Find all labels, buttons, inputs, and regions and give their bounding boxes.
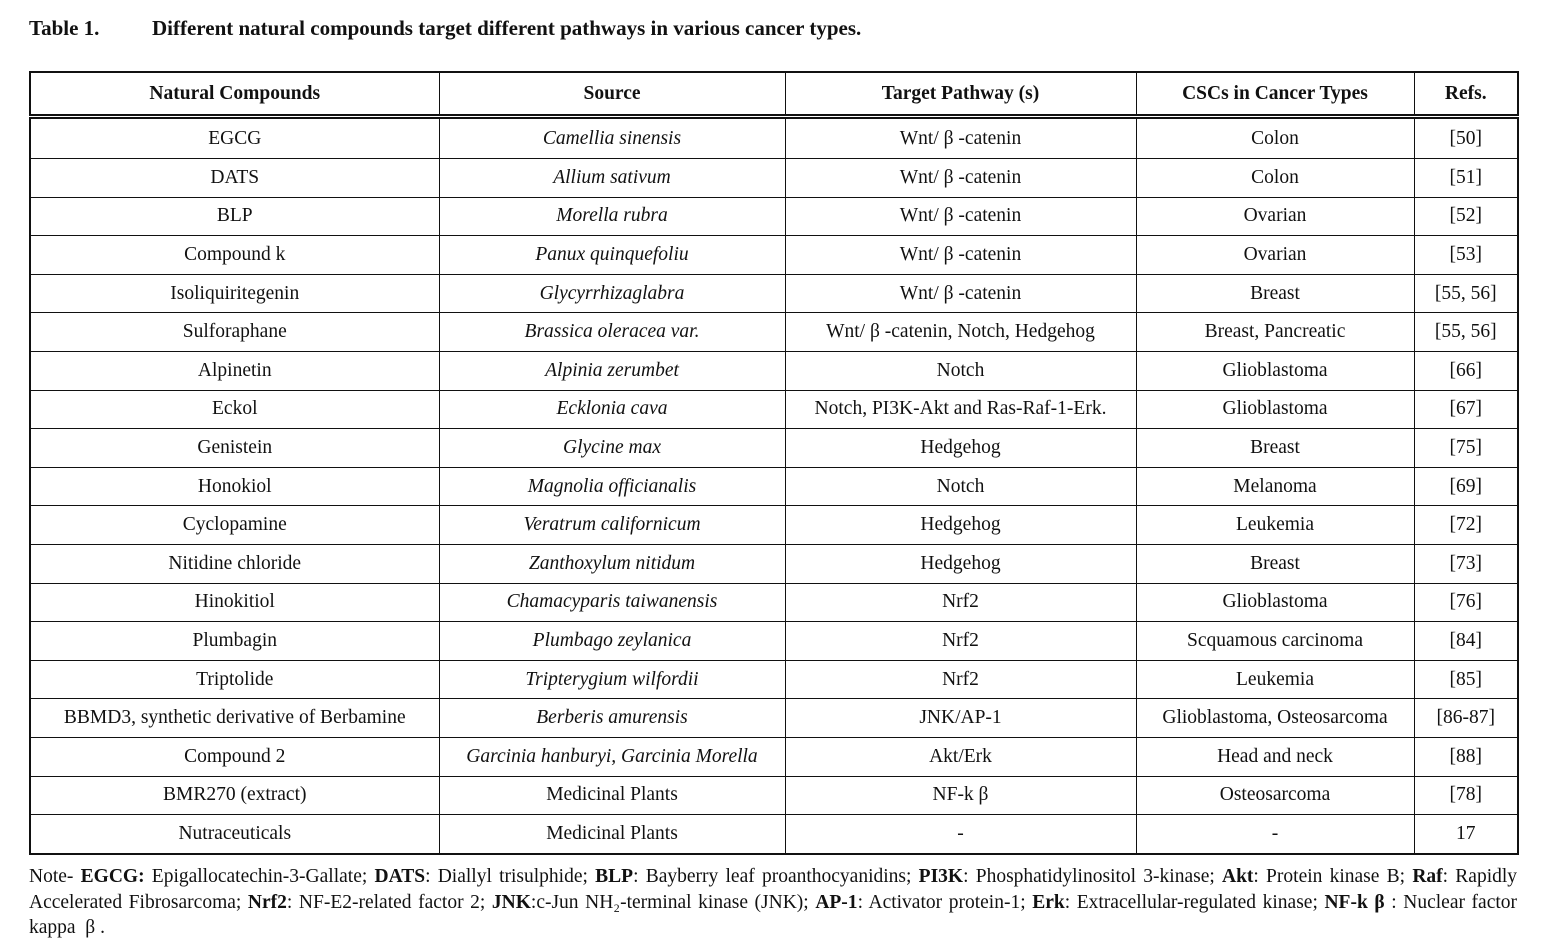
note-abbreviation: PI3K	[918, 866, 964, 887]
cell-source: Berberis amurensis	[439, 699, 785, 738]
cell-compound: BMR270 (extract)	[30, 776, 439, 815]
cell-source: Medicinal Plants	[439, 815, 785, 854]
cell-source: Zanthoxylum nitidum	[439, 544, 785, 583]
table-row	[30, 622, 1518, 661]
cell-compound: Compound k	[30, 236, 439, 275]
note-definition: : Protein kinase B;	[1253, 866, 1413, 887]
cell-pathway: JNK/AP-1	[785, 699, 1136, 738]
cell-source: Morella rubra	[439, 197, 785, 236]
cell-pathway: Akt/Erk	[785, 737, 1136, 776]
cell-compound: BBMD3, synthetic derivative of Berbamine	[30, 699, 439, 738]
cell-refs: [75]	[1414, 429, 1518, 468]
cell-source: Tripterygium wilfordii	[439, 660, 785, 699]
cell-compound: DATS	[30, 159, 439, 198]
table-row	[30, 313, 1518, 352]
cell-compound: BLP	[30, 197, 439, 236]
note-abbreviation: Erk	[1032, 891, 1065, 913]
cell-cancer-type: Colon	[1136, 159, 1414, 198]
table-row	[30, 117, 1518, 159]
cell-cancer-type: Osteosarcoma	[1136, 776, 1414, 815]
table-title: Different natural compounds target different pathways in various cancer types.	[152, 16, 862, 40]
cell-compound: Honokiol	[30, 467, 439, 506]
note-definition: : Bayberry leaf proanthocyanidins;	[633, 866, 919, 887]
cell-pathway: Wnt/ β -catenin	[785, 159, 1136, 198]
cell-pathway: Hedgehog	[785, 429, 1136, 468]
cell-refs: [52]	[1414, 197, 1518, 236]
note-abbreviation: JNK	[491, 891, 531, 913]
header-cancer-types: CSCs in Cancer Types	[1136, 72, 1414, 117]
cell-pathway: Nrf2	[785, 622, 1136, 661]
table-caption	[29, 16, 861, 41]
table-row	[30, 583, 1518, 622]
table-row	[30, 660, 1518, 699]
header-row	[30, 72, 1518, 117]
cell-pathway: Wnt/ β -catenin, Notch, Hedgehog	[785, 313, 1136, 352]
cell-compound: Triptolide	[30, 660, 439, 699]
cell-source: Brassica oleracea var.	[439, 313, 785, 352]
note-prefix: Note-	[29, 866, 74, 887]
compounds-table	[29, 71, 1519, 855]
cell-refs: 17	[1414, 815, 1518, 854]
cell-refs: [73]	[1414, 544, 1518, 583]
cell-refs: [76]	[1414, 583, 1518, 622]
note-definition: : NF-E2-related factor 2;	[286, 891, 492, 913]
header-source: Source	[439, 72, 785, 117]
note-definition: : Nuclear factor kappa β .	[29, 891, 1518, 938]
cell-compound: Cyclopamine	[30, 506, 439, 545]
cell-cancer-type: Colon	[1136, 117, 1414, 159]
note-definition: : Activator protein-1;	[857, 891, 1033, 913]
cell-refs: [53]	[1414, 236, 1518, 275]
cell-pathway: Nrf2	[785, 660, 1136, 699]
cell-refs: [88]	[1414, 737, 1518, 776]
header-target-pathway: Target Pathway (s)	[785, 72, 1136, 117]
cell-refs: [84]	[1414, 622, 1518, 661]
cell-source: Panux quinquefoliu	[439, 236, 785, 275]
cell-cancer-type: Breast	[1136, 274, 1414, 313]
cell-source: Allium sativum	[439, 159, 785, 198]
cell-pathway: NF-k β	[785, 776, 1136, 815]
cell-compound: Nutraceuticals	[30, 815, 439, 854]
note-abbreviation: BLP	[595, 866, 634, 887]
table-row	[30, 390, 1518, 429]
cell-pathway: Wnt/ β -catenin	[785, 197, 1136, 236]
cell-pathway: Wnt/ β -catenin	[785, 274, 1136, 313]
table-row	[30, 506, 1518, 545]
cell-compound: Sulforaphane	[30, 313, 439, 352]
table-row	[30, 544, 1518, 583]
cell-compound: Alpinetin	[30, 351, 439, 390]
cell-refs: [66]	[1414, 351, 1518, 390]
cell-cancer-type: -	[1136, 815, 1414, 854]
cell-compound: Isoliquiritegenin	[30, 274, 439, 313]
cell-source: Veratrum californicum	[439, 506, 785, 545]
table-row	[30, 737, 1518, 776]
cell-source: Alpinia zerumbet	[439, 351, 785, 390]
cell-refs: [86-87]	[1414, 699, 1518, 738]
cell-pathway: Nrf2	[785, 583, 1136, 622]
table-number: Table 1.	[29, 16, 100, 40]
cell-refs: [78]	[1414, 776, 1518, 815]
table-row	[30, 699, 1518, 738]
cell-cancer-type: Breast	[1136, 544, 1414, 583]
cell-refs: [55, 56]	[1414, 274, 1518, 313]
cell-refs: [50]	[1414, 117, 1518, 159]
cell-pathway: Notch	[785, 351, 1136, 390]
note-definition: :c-Jun NH₂-terminal kinase (JNK);	[530, 891, 816, 913]
table-row	[30, 429, 1518, 468]
note-abbreviation: Nrf2	[247, 891, 287, 913]
cell-pathway: Hedgehog	[785, 506, 1136, 545]
note-abbreviation: AP-1	[815, 891, 858, 913]
cell-compound: Nitidine chloride	[30, 544, 439, 583]
cell-compound: Eckol	[30, 390, 439, 429]
cell-cancer-type: Breast	[1136, 429, 1414, 468]
cell-cancer-type: Ovarian	[1136, 197, 1414, 236]
cell-cancer-type: Glioblastoma	[1136, 583, 1414, 622]
cell-cancer-type: Head and neck	[1136, 737, 1414, 776]
note-abbreviation: Akt	[1222, 866, 1254, 887]
table-row	[30, 159, 1518, 198]
note-abbreviation: Raf	[1412, 866, 1443, 887]
table-row	[30, 236, 1518, 275]
note-definition: Epigallocatechin-3-Gallate;	[144, 866, 375, 887]
cell-pathway: Hedgehog	[785, 544, 1136, 583]
note-definition: : Phosphatidylinositol 3-kinase;	[963, 866, 1222, 887]
cell-pathway: Wnt/ β -catenin	[785, 236, 1136, 275]
table-row	[30, 815, 1518, 854]
cell-cancer-type: Ovarian	[1136, 236, 1414, 275]
cell-cancer-type: Breast, Pancreatic	[1136, 313, 1414, 352]
note-definition: : Extracellular-regulated kinase;	[1064, 891, 1325, 913]
header-refs: Refs.	[1414, 72, 1518, 117]
cell-compound: EGCG	[30, 117, 439, 159]
cell-cancer-type: Melanoma	[1136, 467, 1414, 506]
cell-source: Chamacyparis taiwanensis	[439, 583, 785, 622]
cell-refs: [72]	[1414, 506, 1518, 545]
header-natural-compounds: Natural Compounds	[30, 72, 439, 117]
cell-refs: [69]	[1414, 467, 1518, 506]
note-abbreviation: DATS	[374, 866, 426, 887]
cell-source: Ecklonia cava	[439, 390, 785, 429]
cell-source: Glycyrrhizaglabra	[439, 274, 785, 313]
note-definition: : Rapidly Accelerated Fibrosarcoma;	[29, 866, 1518, 913]
cell-refs: [55, 56]	[1414, 313, 1518, 352]
cell-source: Camellia sinensis	[439, 117, 785, 159]
cell-cancer-type: Glioblastoma, Osteosarcoma	[1136, 699, 1414, 738]
cell-pathway: Notch, PI3K-Akt and Ras-Raf-1-Erk.	[785, 390, 1136, 429]
note-abbreviation: NF-k β	[1324, 891, 1385, 913]
cell-pathway: Wnt/ β -catenin	[785, 117, 1136, 159]
cell-compound: Genistein	[30, 429, 439, 468]
cell-source: Plumbago zeylanica	[439, 622, 785, 661]
cell-cancer-type: Glioblastoma	[1136, 390, 1414, 429]
note-definition: : Diallyl trisulphide;	[425, 866, 596, 887]
note-abbreviation: EGCG:	[80, 866, 145, 887]
table-row	[30, 274, 1518, 313]
cell-cancer-type: Scquamous carcinoma	[1136, 622, 1414, 661]
cell-source: Garcinia hanburyi, Garcinia Morella	[439, 737, 785, 776]
cell-source: Magnolia officianalis	[439, 467, 785, 506]
cell-compound: Plumbagin	[30, 622, 439, 661]
table-row	[30, 197, 1518, 236]
cell-cancer-type: Leukemia	[1136, 506, 1414, 545]
cell-compound: Compound 2	[30, 737, 439, 776]
table-row	[30, 467, 1518, 506]
cell-source: Medicinal Plants	[439, 776, 785, 815]
table-row	[30, 351, 1518, 390]
table-note	[29, 864, 1517, 941]
cell-refs: [85]	[1414, 660, 1518, 699]
cell-refs: [51]	[1414, 159, 1518, 198]
cell-pathway: Notch	[785, 467, 1136, 506]
table-body	[30, 117, 1518, 854]
cell-refs: [67]	[1414, 390, 1518, 429]
cell-pathway: -	[785, 815, 1136, 854]
cell-source: Glycine max	[439, 429, 785, 468]
cell-compound: Hinokitiol	[30, 583, 439, 622]
cell-cancer-type: Glioblastoma	[1136, 351, 1414, 390]
cell-cancer-type: Leukemia	[1136, 660, 1414, 699]
table-row	[30, 776, 1518, 815]
